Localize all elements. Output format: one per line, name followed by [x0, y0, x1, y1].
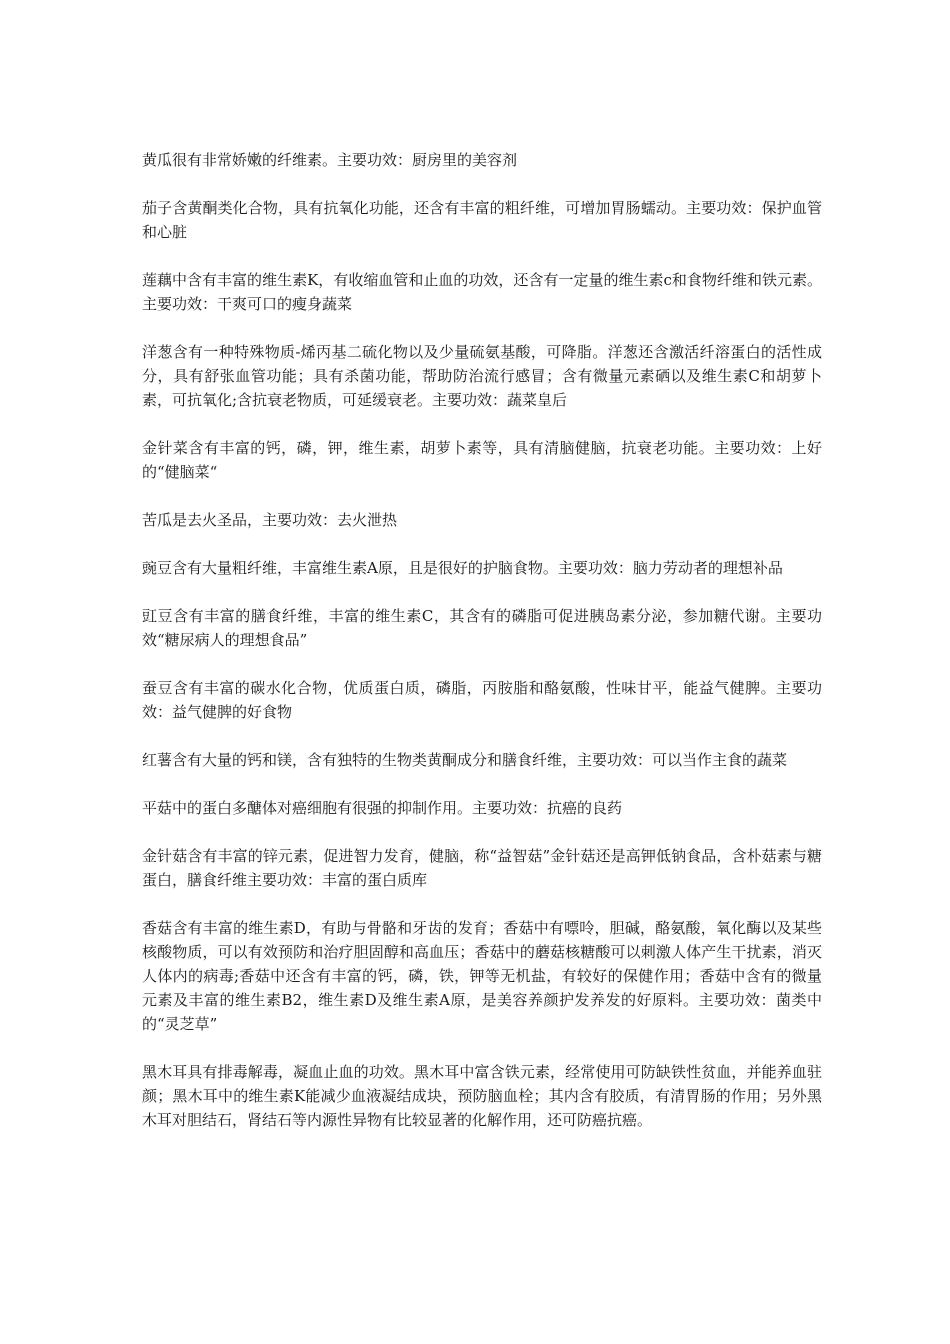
paragraph-oyster-mushroom: 平菇中的蛋白多醣体对癌细胞有很强的抑制作用。主要功效：抗癌的良药	[142, 799, 623, 817]
paragraph-bitter-melon: 苦瓜是去火圣品，主要功效：去火泄热	[142, 511, 398, 529]
paragraph-cowpea: 豇豆含有丰富的膳食纤维，丰富的维生素C，其含有的磷脂可促进胰岛素分泌，参加糖代谢。主要功效“糖尿病人的理想食品”	[142, 607, 822, 649]
paragraph-shiitake: 香菇含有丰富的维生素D，有助与骨骼和牙齿的发育；香菇中有嘌呤，胆碱，酪氨酸，氧化酶以及某些核酸物质，可以有效预防和治疗胆固醇和高血压；香菇中的蘑菇核糖酸可以刺激人体产生干扰素，消灭人体内的病毒;香菇中还含有丰富的钙，磷，铁，钾等无机盐，有较好的保健作用；香菇中含有的微量元素及丰富的维生素B2，维生素D及维生素A原，是美容养颜护发养发的好原料。主要功效：菌类中的“灵芝草”	[142, 919, 822, 1033]
paragraph-black-fungus: 黑木耳具有排毒解毒，凝血止血的功效。黑木耳中富含铁元素，经常使用可防缺铁性贫血，并能养血驻颜；黑木耳中的维生素K能减少血液凝结成块，预防脑血栓；其内含有胶质，有清胃肠的作用；另外黑木耳对胆结石，肾结石等内源性异物有比较显著的化解作用，还可防癌抗癌。	[142, 1063, 822, 1129]
paragraph-lotus-root: 莲藕中含有丰富的维生素K，有收缩血管和止血的功效，还含有一定量的维生素c和食物纤维和铁元素。主要功效：干爽可口的瘦身蔬菜	[142, 271, 822, 313]
paragraph-cucumber: 黄瓜很有非常娇嫩的纤维素。主要功效：厨房里的美容剂	[142, 151, 518, 169]
document-body	[142, 148, 822, 1156]
paragraph-broad-bean: 蚕豆含有丰富的碳水化合物，优质蛋白质，磷脂，丙胺脂和酪氨酸，性味甘平，能益气健脾。主要功效：益气健脾的好食物	[142, 679, 822, 721]
paragraph-onion: 洋葱含有一种特殊物质-烯丙基二硫化物以及少量硫氨基酸，可降脂。洋葱还含激活纤溶蛋白的活性成分，具有舒张血管功能；具有杀菌功能，帮助防治流行感冒；含有微量元素硒以及维生素C和胡萝卜素，可抗氧化;含抗衰老物质，可延缓衰老。主要功效：蔬菜皇后	[142, 343, 822, 409]
paragraph-enoki-mushroom: 金针菇含有丰富的锌元素，促进智力发育，健脑，称“益智菇”金针菇还是高钾低钠食品，含朴菇素与糖蛋白，膳食纤维主要功效：丰富的蛋白质库	[142, 847, 822, 889]
paragraph-sweet-potato: 红薯含有大量的钙和镁，含有独特的生物类黄酮成分和膳食纤维，主要功效：可以当作主食的蔬菜	[142, 751, 788, 769]
paragraph-pea: 豌豆含有大量粗纤维，丰富维生素A原，且是很好的护脑食物。主要功效：脑力劳动者的理想补品	[142, 559, 783, 577]
paragraph-daylily: 金针菜含有丰富的钙，磷，钾，维生素，胡萝卜素等，具有清脑健脑，抗衰老功能。主要功效：上好的“健脑菜“	[142, 439, 822, 481]
paragraph-eggplant: 茄子含黄酮类化合物，具有抗氧化功能，还含有丰富的粗纤维，可增加胃肠蠕动。主要功效：保护血管和心脏	[142, 199, 822, 241]
